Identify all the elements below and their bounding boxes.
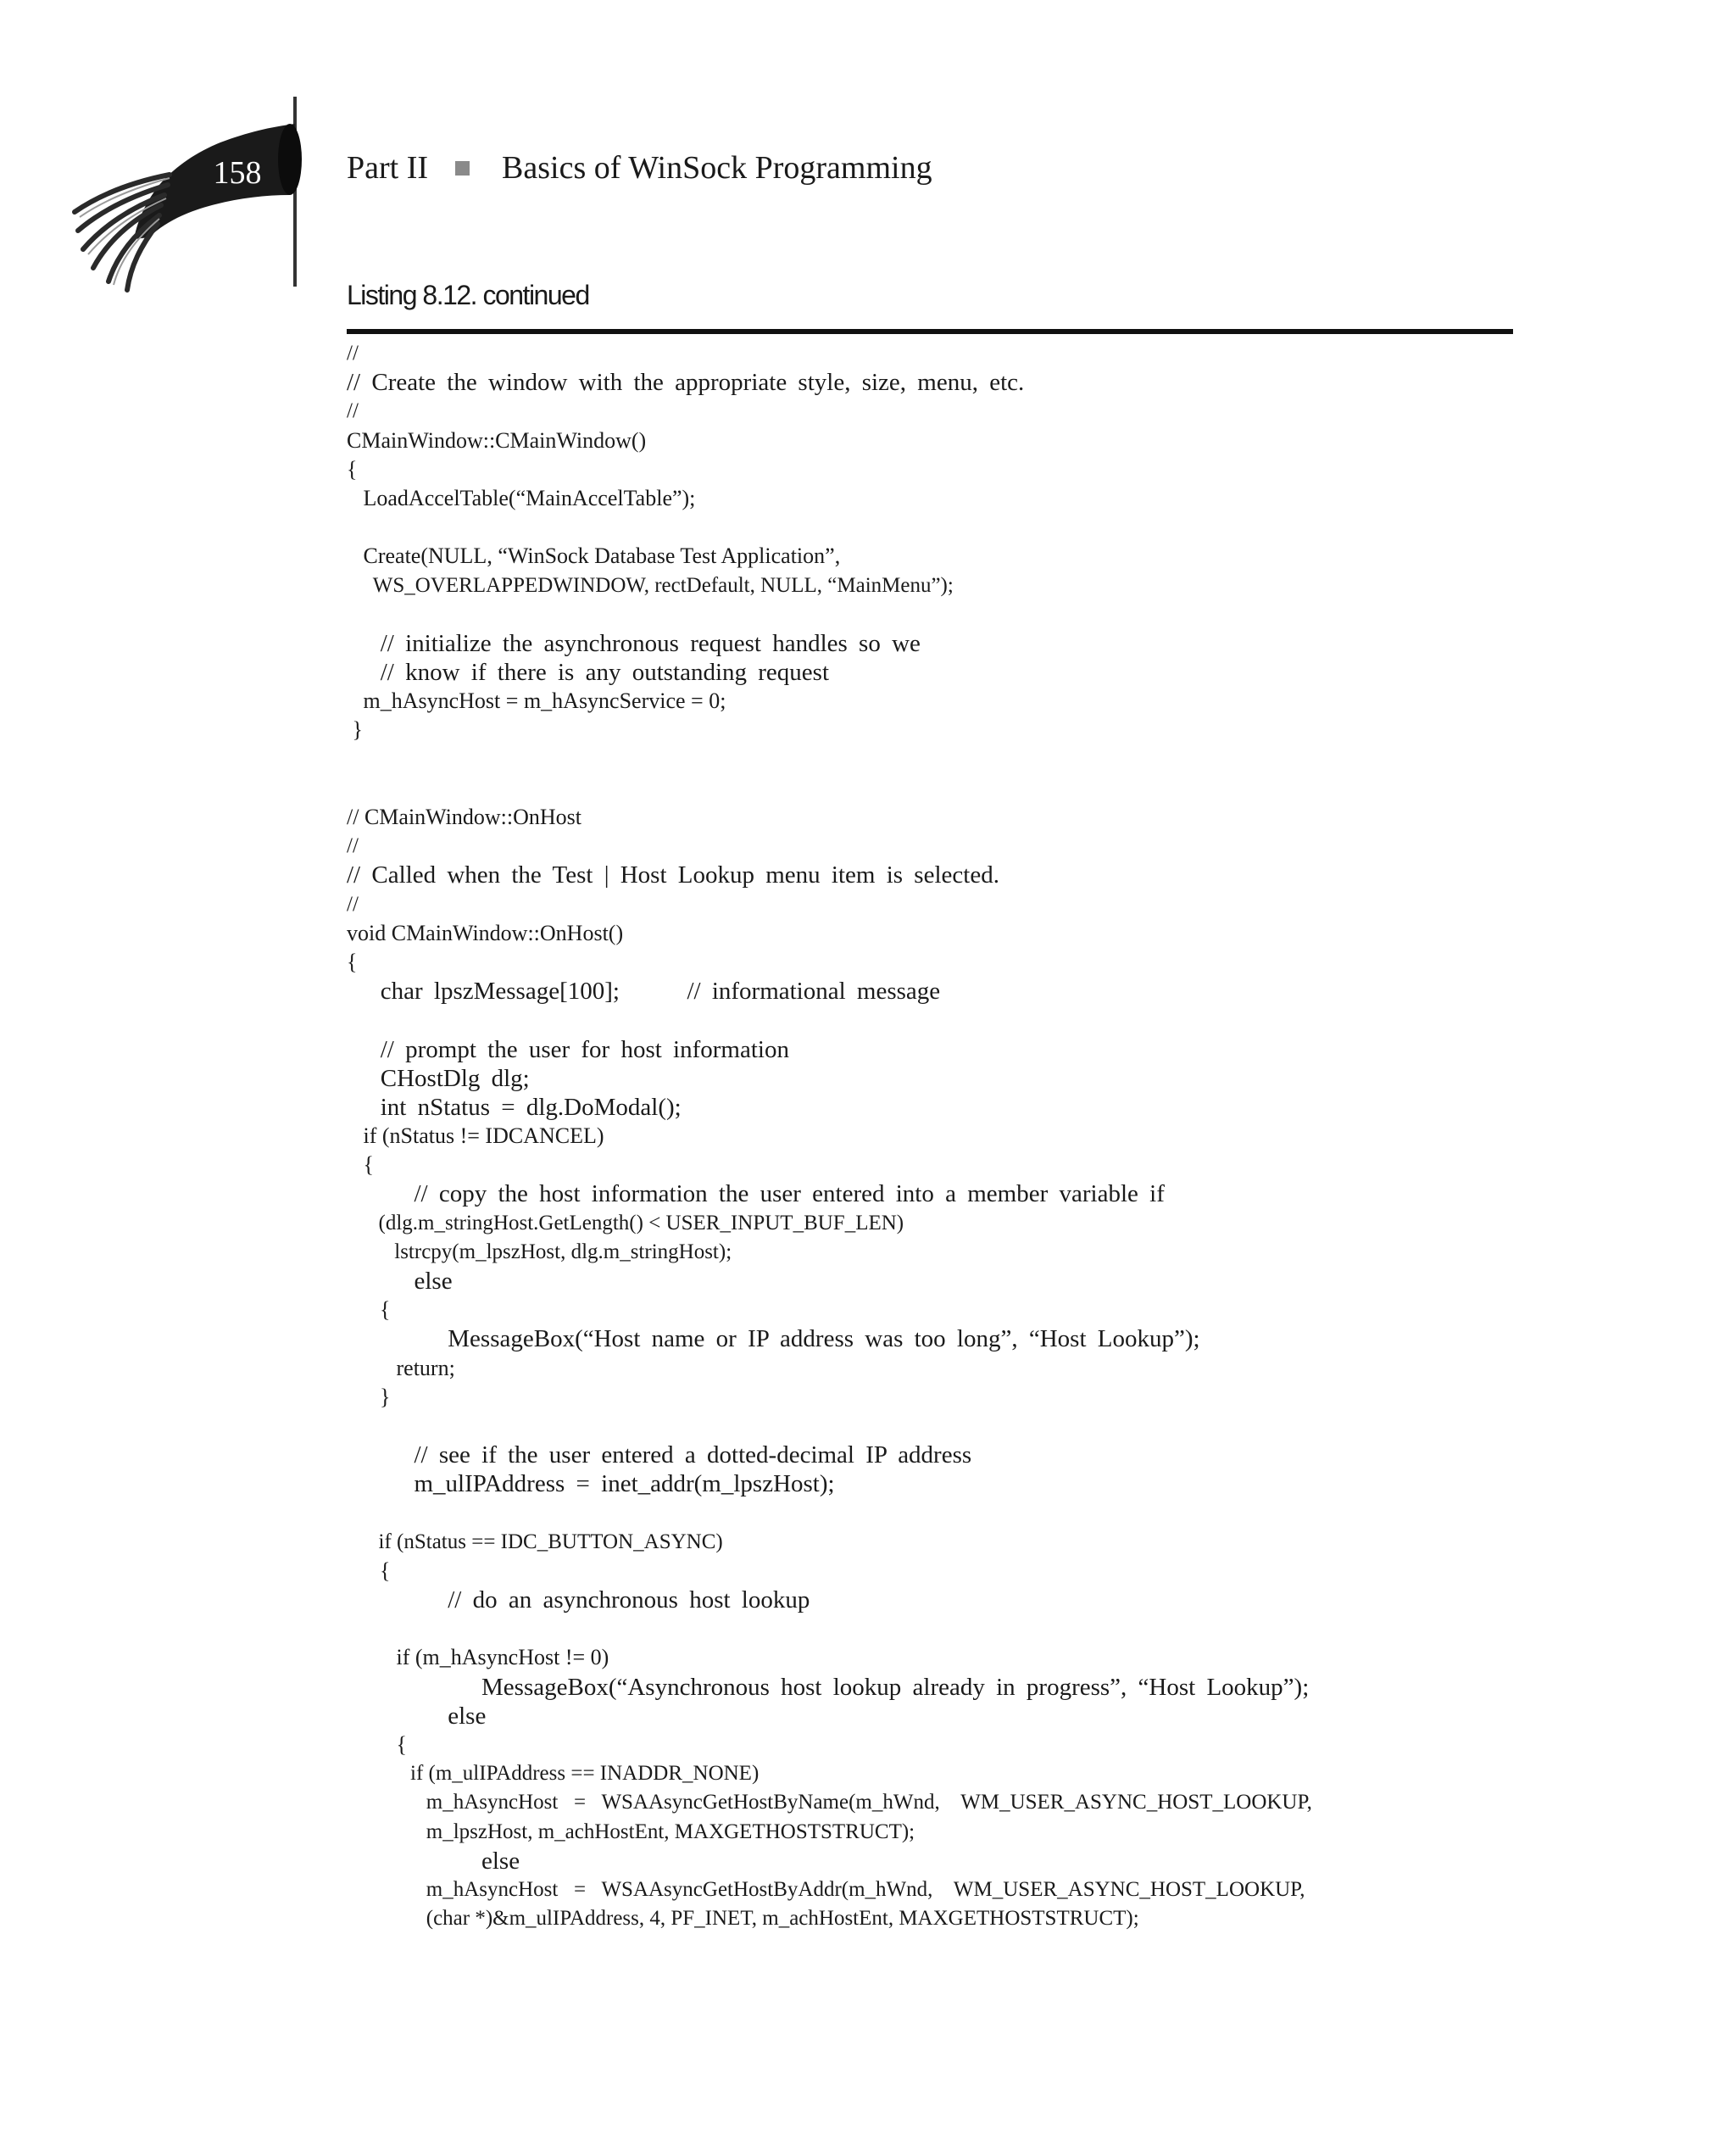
code-line: else [347, 1847, 520, 1875]
code-line: // CMainWindow::OnHost [347, 805, 582, 829]
code-line: else [347, 1268, 453, 1295]
code-line: m_hAsyncHost = WSAAsyncGetHostByAddr(m_hWnd, WM_USER_ASYNC_HOST_LOOKUP, [347, 1877, 1305, 1901]
code-line [347, 1614, 1550, 1643]
code-line: { [347, 456, 358, 482]
code-line: { [347, 1297, 391, 1323]
code-line: { [347, 1152, 374, 1178]
code-line: } [347, 1384, 391, 1409]
code-line: if (nStatus == IDC_BUTTON_ASYNC) [347, 1530, 723, 1553]
code-line [347, 1499, 1550, 1528]
code-line: MessageBox(“Asynchronous host lookup already in progress”, “Host Lookup”); [347, 1673, 1310, 1701]
code-line: // see if the user entered a dotted-decimal IP address [347, 1441, 972, 1469]
code-line: m_hAsyncHost = WSAAsyncGetHostByName(m_hWnd, WM_USER_ASYNC_HOST_LOOKUP, [347, 1791, 1312, 1814]
code-line: { [347, 1558, 391, 1583]
code-line: if (m_ulIPAddress == INADDR_NONE) [347, 1762, 760, 1786]
code-line: MessageBox(“Host name or IP address was too long”, “Host Lookup”); [347, 1325, 1200, 1353]
feather-quill-emblem [68, 93, 314, 297]
code-line: // Create the window with the appropriate style, size, menu, etc. [347, 369, 1025, 397]
code-line: // [347, 342, 359, 365]
code-line: if (nStatus != IDCANCEL) [347, 1123, 604, 1149]
code-line: // prompt the user for host information [347, 1035, 789, 1063]
code-line: void CMainWindow::OnHost() [347, 920, 624, 945]
code-line [347, 745, 1550, 774]
code-line: CMainWindow::CMainWindow() [347, 427, 647, 453]
code-listing [347, 339, 1550, 1933]
code-line: LoadAccelTable(“MainAccelTable”); [347, 485, 696, 510]
listing-caption: Listing 8.12. continued [347, 280, 589, 310]
code-line [347, 513, 1550, 542]
part-label: Part II [347, 150, 429, 186]
code-line: int nStatus = dlg.DoModal(); [347, 1093, 682, 1121]
listing-rule [347, 329, 1513, 334]
code-line: m_lpszHost, m_achHostEnt, MAXGETHOSTSTRUCT); [347, 1820, 915, 1843]
code-line: Create(NULL, “WinSock Database Test Application”, [347, 543, 841, 569]
code-line: // copy the host information the user entered into a member variable if [347, 1180, 1165, 1208]
code-line [347, 1412, 1550, 1441]
code-line: // Called when the Test | Host Lookup menu item is selected. [347, 861, 999, 889]
square-bullet-icon [455, 161, 470, 176]
code-line [347, 1006, 1550, 1034]
code-line: { [347, 1732, 407, 1757]
code-line [347, 774, 1550, 803]
code-line: else [347, 1702, 487, 1730]
section-title: Basics of WinSock Programming [502, 150, 932, 186]
code-line: // [347, 892, 359, 916]
code-line: { [347, 949, 358, 974]
code-line [347, 600, 1550, 629]
code-line: // know if there is any outstanding request [347, 659, 830, 687]
code-line: // [347, 399, 359, 423]
code-line: m_ulIPAddress = inet_addr(m_lpszHost); [347, 1470, 835, 1498]
code-line: WS_OVERLAPPEDWINDOW, rectDefault, NULL, “MainMenu”); [347, 573, 954, 597]
code-line: if (m_hAsyncHost != 0) [347, 1645, 609, 1670]
code-line: // [347, 834, 359, 858]
code-line: // do an asynchronous host lookup [347, 1586, 810, 1614]
running-head [347, 142, 932, 193]
code-line: char lpszMessage[100]; // informational message [347, 978, 941, 1006]
code-line: } [347, 717, 363, 743]
code-line: (char *)&m_ulIPAddress, 4, PF_INET, m_achHostEnt, MAXGETHOSTSTRUCT); [347, 1907, 1139, 1931]
code-line: m_hAsyncHost = m_hAsyncService = 0; [347, 688, 726, 714]
code-line: lstrcpy(m_lpszHost, dlg.m_stringHost); [347, 1240, 732, 1263]
code-line: (dlg.m_stringHost.GetLength() < USER_INPUT_BUF_LEN) [347, 1211, 904, 1234]
code-line: CHostDlg dlg; [347, 1064, 530, 1092]
code-line: return; [347, 1355, 455, 1380]
page-number: 158 [213, 155, 262, 191]
code-line: // initialize the asynchronous request handles so we [347, 629, 921, 657]
